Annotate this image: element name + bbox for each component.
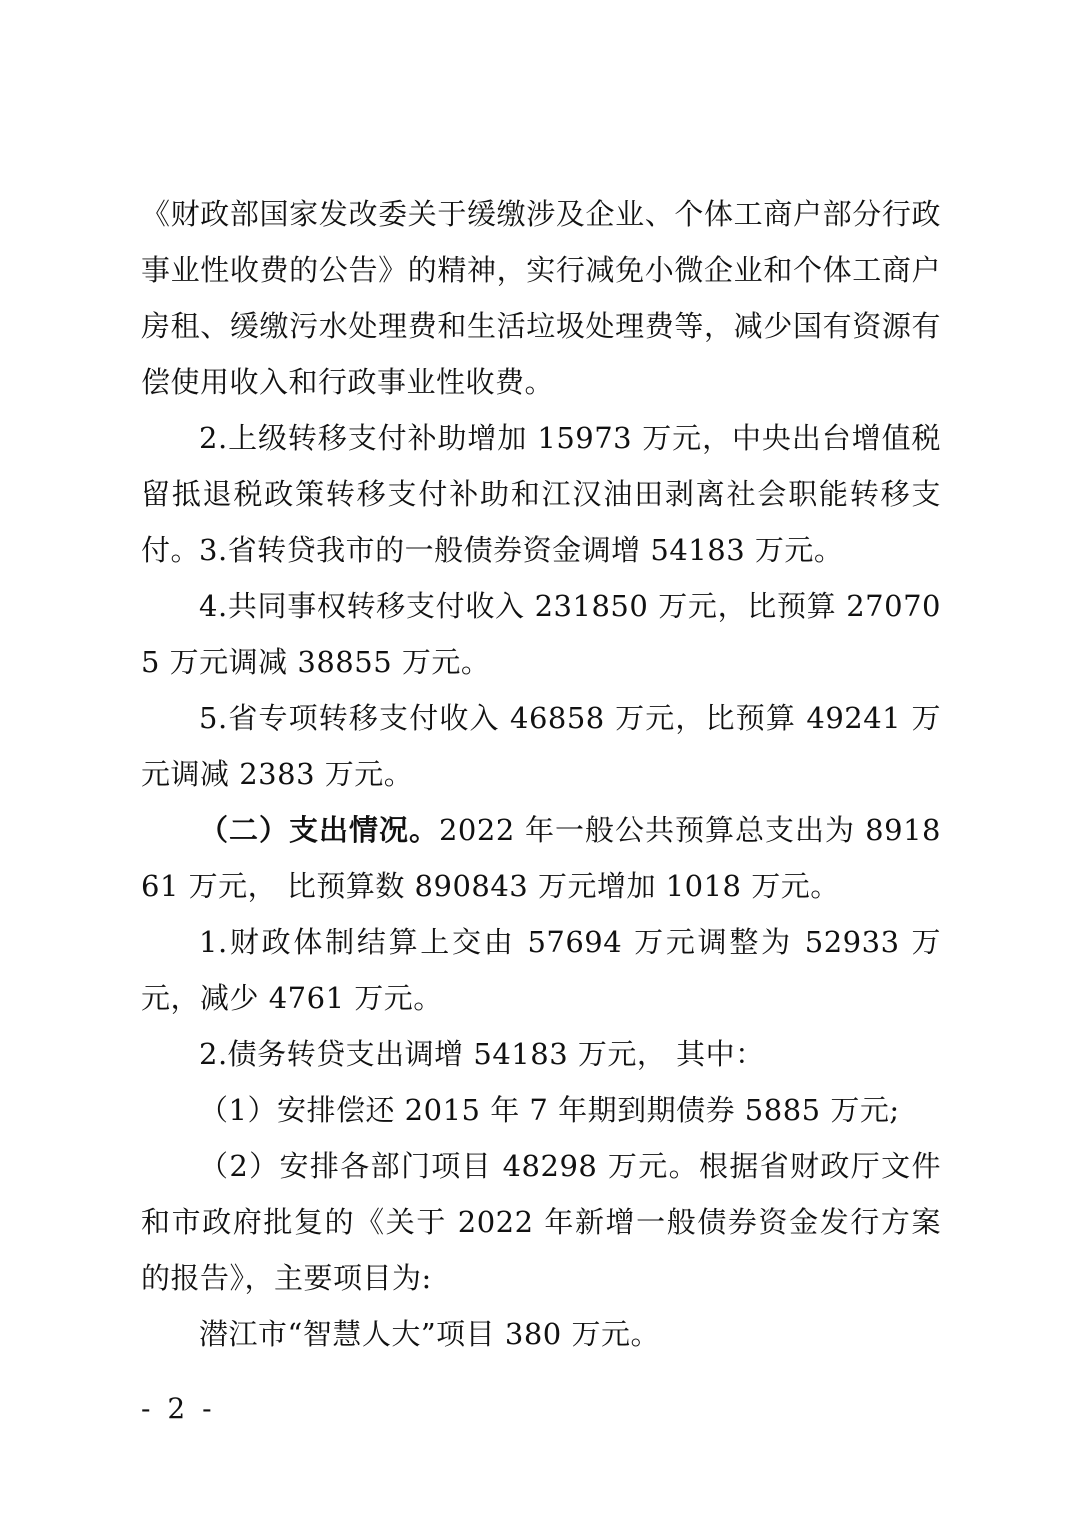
paragraph-item-4: 4.共同事权转移支付收入 231850 万元，比预算 270705 万元调减 38855 万元。: [141, 589, 941, 679]
section-text: 2022 年一般公共预算总支出为 891861 万元， 比预算数 890843 万元增加 1018 万元。: [141, 813, 941, 903]
section-expenditure: [141, 802, 941, 914]
paragraph-item-3: 3.省转贷我市的一般债券资金调增 54183 万元。: [199, 533, 844, 567]
paragraph-item-2: 2.上级转移支付补助增加 15973 万元，中央出台增值税留抵退税政策转移支付补助和江汉油田剥离社会职能转移支付。: [141, 421, 941, 567]
page-number: - 2 -: [141, 1392, 216, 1425]
expenditure-item-2: 2.债务转贷支出调增 54183 万元， 其中：: [199, 1037, 765, 1071]
expenditure-subitem-2: （2）安排各部门项目 48298 万元。根据省财政厅文件和市政府批复的《关于 2022 年新增一般债券资金发行方案的报告》，主要项目为:: [141, 1149, 941, 1295]
expenditure-subitem-1: （1）安排偿还 2015 年 7 年期到期债券 5885 万元;: [199, 1093, 900, 1127]
paragraph-intro: 《财政部国家发改委关于缓缴涉及企业、个体工商户部分行政事业性收费的公告》的精神，实行减免小微企业和个体工商户房租、缓缴污水处理费和生活垃圾处理费等，减少国有资源有偿使用收入和行政事业性收费。: [141, 197, 941, 399]
expenditure-item-1: 1.财政体制结算上交由 57694 万元调整为 52933 万元，减少 4761 万元。: [141, 925, 941, 1015]
project-item: 潜江市“智慧人大”项目 380 万元。: [199, 1317, 660, 1351]
section-heading: （二）支出情况。: [199, 813, 439, 847]
paragraph-item-5: 5.省专项转移支付收入 46858 万元，比预算 49241 万元调减 2383 万元。: [141, 701, 941, 791]
